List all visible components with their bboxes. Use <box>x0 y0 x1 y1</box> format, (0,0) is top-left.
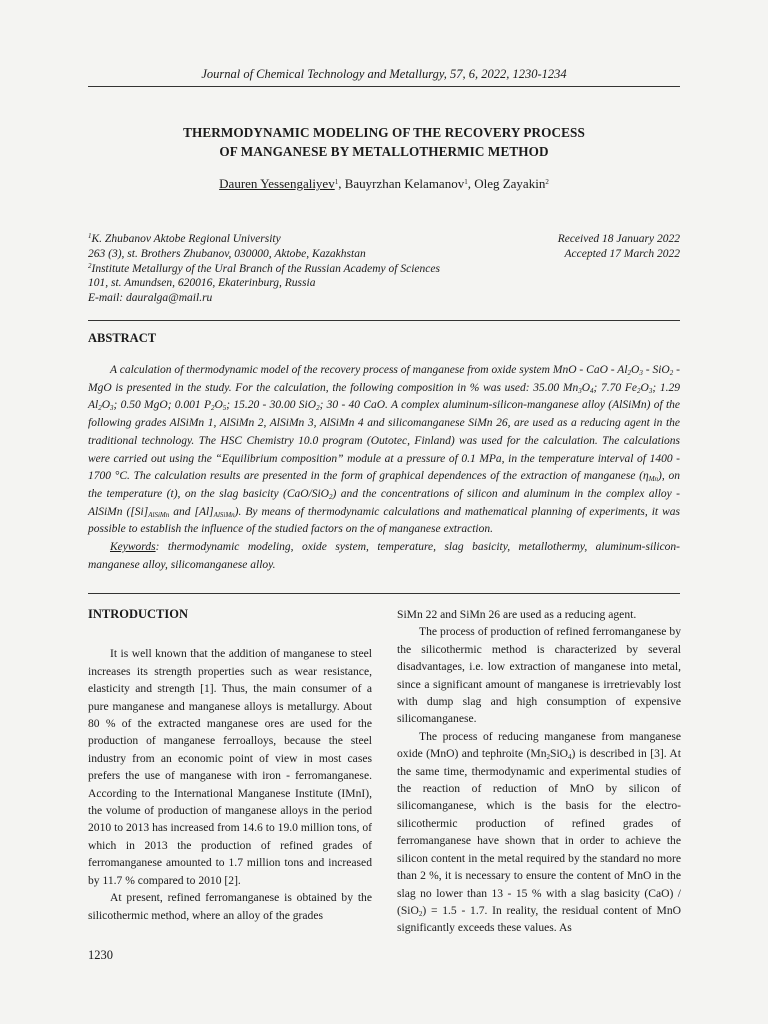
author-name: , Bauyrzhan Kelamanov <box>338 176 465 191</box>
body-paragraph: It is well known that the addition of manganese to steel increases its strength properties such as wear resistance, elasticity and strength [1]. Thus, the main consumer of a pure manganese and manganese alloys is metallurgy. About 80 % of the extracted manganese ores are used for the production of manganese ferroalloys, because the steel industry from an economic point of view in most cases prefers the use of manganese with iron - ferromanganese. According to the International Manganese Institute (IMnI), the volume of production of manganese alloys in the period 2010 to 2013 has increased from 14.6 to 19.0 million tons, of which in 2013 the production of refined grades of ferromanganese amounted to 1.7 million tons and increased by 11.7 % compared to 2010 [2]. <box>88 647 373 887</box>
journal-header: Journal of Chemical Technology and Metallurgy, 57, 6, 2022, 1230-1234 <box>201 67 567 81</box>
introduction-heading: INTRODUCTION <box>88 607 189 621</box>
body-paragraph: The process of production of refined ferromanganese by the silicothermic method is characterized by several disadvantages, i.e. low extraction of manganese into metal, since a significant amount of manganese is irretrievably lost with dump slag and high consumption of expensive silicomanganese. <box>397 625 681 726</box>
author-affiliation-mark: 1 <box>464 178 468 186</box>
affiliations <box>88 232 440 306</box>
author-affiliation-mark: 2 <box>545 178 549 186</box>
author-affiliation-mark: 1 <box>334 178 339 186</box>
affiliation-line <box>88 232 440 247</box>
title-line-2: OF MANGANESE BY METALLOTHERMIC METHOD <box>219 144 549 159</box>
article-dates <box>558 232 680 262</box>
affiliation-text: K. Zhubanov Aktobe Regional University <box>91 233 281 245</box>
keywords-label: Keywords <box>110 541 156 554</box>
body-paragraph: SiMn 22 and SiMn 26 are used as a reducing agent. <box>397 608 637 621</box>
affiliation-line: 263 (3), st. Brothers Zhubanov, 030000, Aktobe, Kazakhstan <box>88 247 366 260</box>
affiliation-line <box>88 262 440 277</box>
body-paragraph: At present, refined ferromanganese is obtained by the silicothermic method, where an alloy of the grades <box>88 891 372 922</box>
page-number: 1230 <box>88 948 113 962</box>
affiliation-line: 101, st. Amundsen, 620016, Ekaterinburg, Russia <box>88 277 316 290</box>
affiliation-mark: 2 <box>88 261 92 270</box>
author-name: Dauren Yessengaliyev <box>219 176 335 191</box>
received-date: Received 18 January 2022 <box>557 233 680 245</box>
keywords-text: : thermodynamic modeling, oxide system, temperature, slag basicity, metallothermy, aluminum-silicon-manganese alloy, silicomanganese alloy. <box>88 541 680 571</box>
abstract-paragraph: A calculation of thermodynamic model of the recovery process of manganese from oxide system MnO - CaO - $Al_2O_3 - SiO_2$ - MgO is presented in the study. For the calculation, the following composition in % was used: 35.00 $Mn_3O_4$; 7.70 $Fe_2O_3$; 1.29 $Al_2O_3$; 0.50 MgO; 0.001 $P_2O_5$; 15.20 - 30.00 SiO$_2$; 30 - 40 CaO. A complex aluminum-silicon-manganese alloy (AlSiMn) of the following grades AlSiMn 1, AlSiMn 2, AlSiMn 3, AlSiMn 4 and silicomanganese SiMn 26, are used as a reducing agent in the traditional technology. The HSC Chemistry 10.0 program (Outotec, Finland) was used for the calculation. The calculations were carried out using the “Equilibrium composition” module at a pressure of 0.1 MPa, in the temperature interval of 1400 - 1700 °C. The calculation results are presented in the form of graphical dependences of the extraction of manganese $(\eta_{Mn})$, on the temperature (t), on the slag basicity (CaO/SiO$_2$) and the concentrations of silicon and aluminum in the complex alloy - AlSiMn ($[Si]_{AlSiMn}$ and $[Al]_{AlSiMn}$). By means of thermodynamic calculations and mathematical planning of experiments, it was possible to establish the influence of the studied factors on the of manganese extraction. <box>88 364 681 536</box>
right-column <box>397 606 681 937</box>
email-line: E-mail: dauralga@mail.ru <box>88 292 213 305</box>
accepted-date: Accepted 17 March 2022 <box>564 247 680 260</box>
article-title <box>88 123 680 161</box>
abstract-heading: ABSTRACT <box>88 331 157 345</box>
body-paragraph: The process of reducing manganese from manganese oxide (MnO) and tephroite $(Mn_2SiO_4)$ is described in [3]. At the same time, thermodynamic and experimental studies of the reaction of reduction of MnO by silicon of silicomanganese, which is the basis for the electro-silicothermic production of refined grades of ferromanganese have shown that in order to achieve the silicon content in the metal required by the standard no more than 2 %, it is necessary to ensure the content of MnO in the slag no lower than 13 - 15 % with a slag basicity (CaO) / (SiO$_2$) = 1.5 - 1.7. In reality, the residual content of MnO significantly exceeds these values. As <box>397 729 681 935</box>
abstract-body <box>88 362 680 574</box>
author-name: , Oleg Zayakin <box>467 176 546 191</box>
keywords-line <box>88 539 680 574</box>
section-rule <box>88 593 680 594</box>
author-list <box>88 176 680 192</box>
affiliation-mark: 1 <box>88 232 92 240</box>
left-column <box>88 606 372 924</box>
header-rule <box>88 86 680 87</box>
affiliation-text: Institute Metallurgy of the Ural Branch of the Russian Academy of Sciences <box>91 262 440 275</box>
title-line-1: THERMODYNAMIC MODELING OF THE RECOVERY PROCESS <box>183 125 585 140</box>
section-rule <box>88 320 680 321</box>
